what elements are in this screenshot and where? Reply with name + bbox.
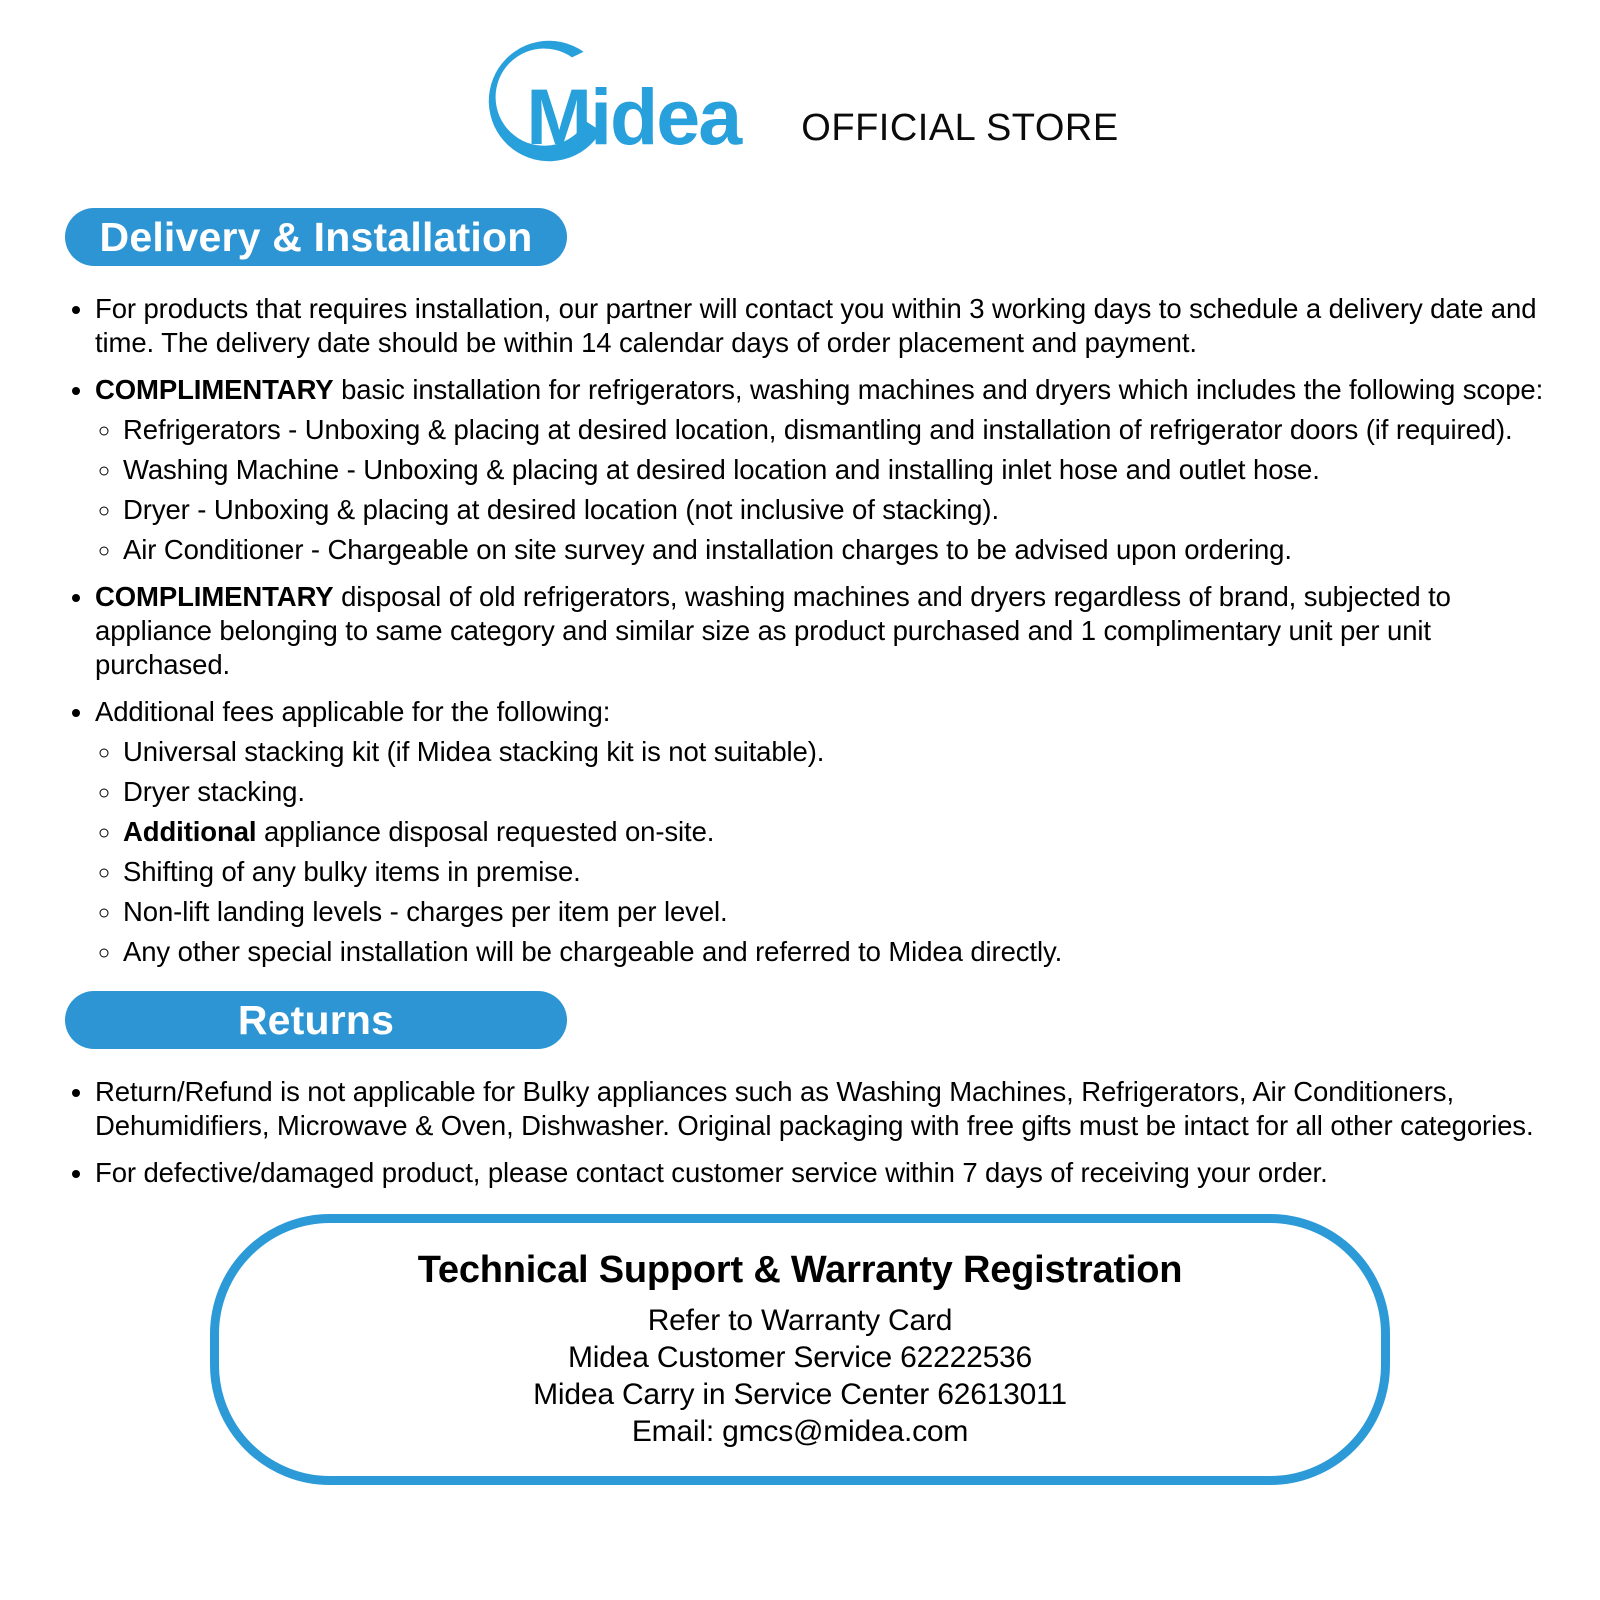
list-item (123, 855, 1544, 889)
list-item (123, 413, 1544, 447)
list-item-text: Refrigerators - Unboxing & placing at desired location, dismantling and installation of refrigerator doors (if required). (123, 414, 1513, 445)
midea-logo-text: Midea (526, 72, 741, 161)
list-item (123, 895, 1544, 929)
sub-list (95, 735, 1544, 969)
support-box (210, 1214, 1390, 1485)
list-item (123, 775, 1544, 809)
list-item-text: For products that requires installation, our partner will contact you within 3 working days to schedule a delivery date and time. The delivery date should be within 14 calendar days of order placement and payment. (95, 293, 1537, 358)
list-item-bold-text: Additional (123, 816, 257, 847)
list-item (95, 373, 1544, 567)
list-item (123, 533, 1544, 567)
list-item-text: disposal of old refrigerators, washing machines and dryers regardless of brand, subjected to appliance belonging to same category and similar size as product purchased and 1 complimentary unit per unit purchased. (95, 581, 1451, 680)
list-item-text: For defective/damaged product, please contact customer service within 7 days of receiving your order. (95, 1157, 1328, 1188)
list-item (123, 493, 1544, 527)
list-item (123, 453, 1544, 487)
support-box-title: Technical Support & Warranty Registration (417, 1249, 1183, 1291)
list-item-text: Any other special installation will be chargeable and referred to Midea directly. (123, 936, 1063, 967)
section-pill-returns: Returns (65, 991, 567, 1049)
midea-logo (481, 33, 779, 173)
list-item-text: Return/Refund is not applicable for Bulky appliances such as Washing Machines, Refrigerators, Air Conditioners, Dehumidifiers, Microwave & Oven, Dishwasher. Original packaging with free gifts must be intact for all other categories. (95, 1076, 1534, 1141)
support-line-email: Email: gmcs@midea.com (631, 1415, 969, 1448)
list-item-text: basic installation for refrigerators, washing machines and dryers which includes the following scope: (333, 374, 1544, 405)
list-item-bold-text: COMPLIMENTARY (95, 581, 334, 612)
support-line-warranty-card: Refer to Warranty Card (647, 1304, 953, 1337)
list-item-text: Additional fees applicable for the following: (95, 696, 611, 727)
list-item-text: appliance disposal requested on-site. (256, 816, 715, 847)
sub-list (95, 413, 1544, 567)
returns-list (0, 1075, 1600, 1190)
list-item (123, 815, 1544, 849)
list-item-text: Non-lift landing levels - charges per item per level. (123, 896, 728, 927)
list-item (95, 292, 1544, 360)
list-item (95, 1075, 1544, 1143)
list-item-text: Dryer - Unboxing & placing at desired location (not inclusive of stacking). (123, 494, 999, 525)
list-item (123, 935, 1544, 969)
list-item-text: Shifting of any bulky items in premise. (123, 856, 581, 887)
support-line-carry-in-center: Midea Carry in Service Center 62613011 (533, 1378, 1067, 1411)
support-line-customer-service: Midea Customer Service 62222536 (567, 1341, 1033, 1374)
list-item (95, 580, 1544, 682)
list-item-text: Washing Machine - Unboxing & placing at desired location and installing inlet hose and outlet hose. (123, 454, 1320, 485)
list-item-text: Dryer stacking. (123, 776, 305, 807)
section-pill-delivery-installation: Delivery & Installation (65, 208, 567, 266)
list-item-bold-text: COMPLIMENTARY (95, 374, 334, 405)
list-item (123, 735, 1544, 769)
list-item (95, 695, 1544, 969)
official-store-label: OFFICIAL STORE (801, 107, 1119, 149)
list-item (95, 1156, 1544, 1190)
brand-header (0, 0, 1600, 172)
list-item-text: Universal stacking kit (if Midea stacking kit is not suitable). (123, 736, 825, 767)
delivery-list (0, 292, 1600, 969)
list-item-text: Air Conditioner - Chargeable on site survey and installation charges to be advised upon ordering. (123, 534, 1292, 565)
